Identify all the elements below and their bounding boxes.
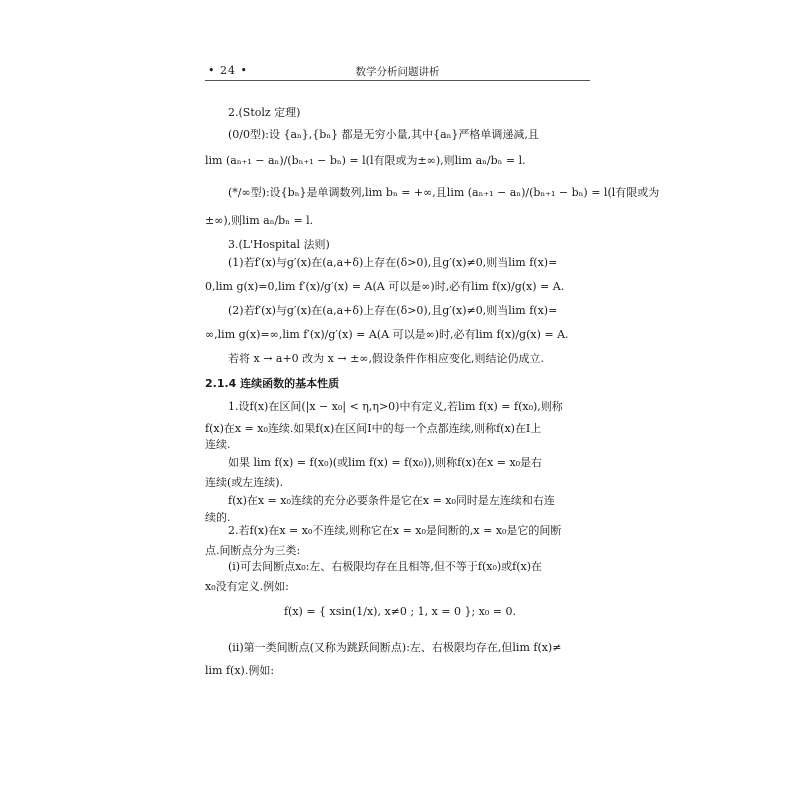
section-heading: 2.1.4 连续函数的基本性质 [205, 377, 340, 390]
body-line: 2.若f(x)在x = x₀不连续,则称它在x = x₀是间断的,x = x₀是它的间断 [228, 524, 562, 537]
page-number: • 24 • [208, 64, 248, 77]
page-header [205, 64, 590, 81]
body-line: x₀没有定义.例如: [205, 580, 289, 593]
body-line: lim (aₙ₊₁ − aₙ)/(bₙ₊₁ − bₙ) = l(l有限或为±∞),则lim aₙ/bₙ = l. [205, 154, 526, 167]
body-line: (1)若f′(x)与g′(x)在(a,a+δ)上存在(δ>0),且g′(x)≠0,则当lim f(x)= [228, 256, 558, 269]
body-line: 连续. [205, 438, 231, 451]
body-line: 续的. [205, 511, 231, 524]
body-line: (0/0型):设 {aₙ},{bₙ} 都是无穷小量,其中{aₙ}严格单调递减,且 [228, 128, 539, 141]
body-line: 2.(Stolz 定理) [228, 106, 301, 119]
body-line: f(x)在x = x₀连续.如果f(x)在区间I中的每一个点都连续,则称f(x)在I上 [205, 422, 542, 435]
body-line: lim f(x).例如: [205, 664, 275, 677]
body-line: ∞,lim g(x)=∞,lim f′(x)/g′(x) = A(A 可以是∞)时,必有lim f(x)/g(x) = A. [205, 328, 569, 341]
body-line: (ⅱ)第一类间断点(又称为跳跃间断点):左、右极限均存在,但lim f(x)≠ [228, 641, 562, 654]
body-line: 连续(或左连续). [205, 476, 284, 489]
body-line: 若将 x → a+0 改为 x → ±∞,假设条件作相应变化,则结论仍成立. [228, 352, 544, 365]
body-line: (*/∞型):设{bₙ}是单调数列,lim bₙ = +∞,且lim (aₙ₊₁ − aₙ)/(bₙ₊₁ − bₙ) = l(l有限或为 [228, 186, 660, 199]
body-line: 0,lim g(x)=0,lim f′(x)/g′(x) = A(A 可以是∞)时,必有lim f(x)/g(x) = A. [205, 280, 565, 293]
body-line: 1.设f(x)在区间(|x − x₀| < η,η>0)中有定义,若lim f(x) = f(x₀),则称 [228, 400, 563, 413]
body-line: ±∞),则lim aₙ/bₙ = l. [205, 214, 314, 227]
body-line: 3.(L'Hospital 法则) [228, 238, 330, 251]
running-title: 数学分析问题讲析 [355, 66, 440, 78]
body-line: f(x)在x = x₀连续的充分必要条件是它在x = x₀同时是左连续和右连 [228, 494, 555, 507]
body-line: 如果 lim f(x) = f(x₀)(或lim f(x) = f(x₀)),则称f(x)在x = x₀是右 [228, 456, 543, 469]
body-line: (2)若f′(x)与g′(x)在(a,a+δ)上存在(δ>0),且g′(x)≠0,则当lim f(x)= [228, 304, 558, 317]
body-line: f(x) = { xsin(1/x), x≠0 ; 1, x = 0 }; x₀ = 0. [283, 605, 517, 618]
body-line: 点.间断点分为三类: [205, 544, 301, 557]
body-line: (ⅰ)可去间断点x₀:左、右极限均存在且相等,但不等于f(x₀)或f(x)在 [228, 560, 543, 573]
